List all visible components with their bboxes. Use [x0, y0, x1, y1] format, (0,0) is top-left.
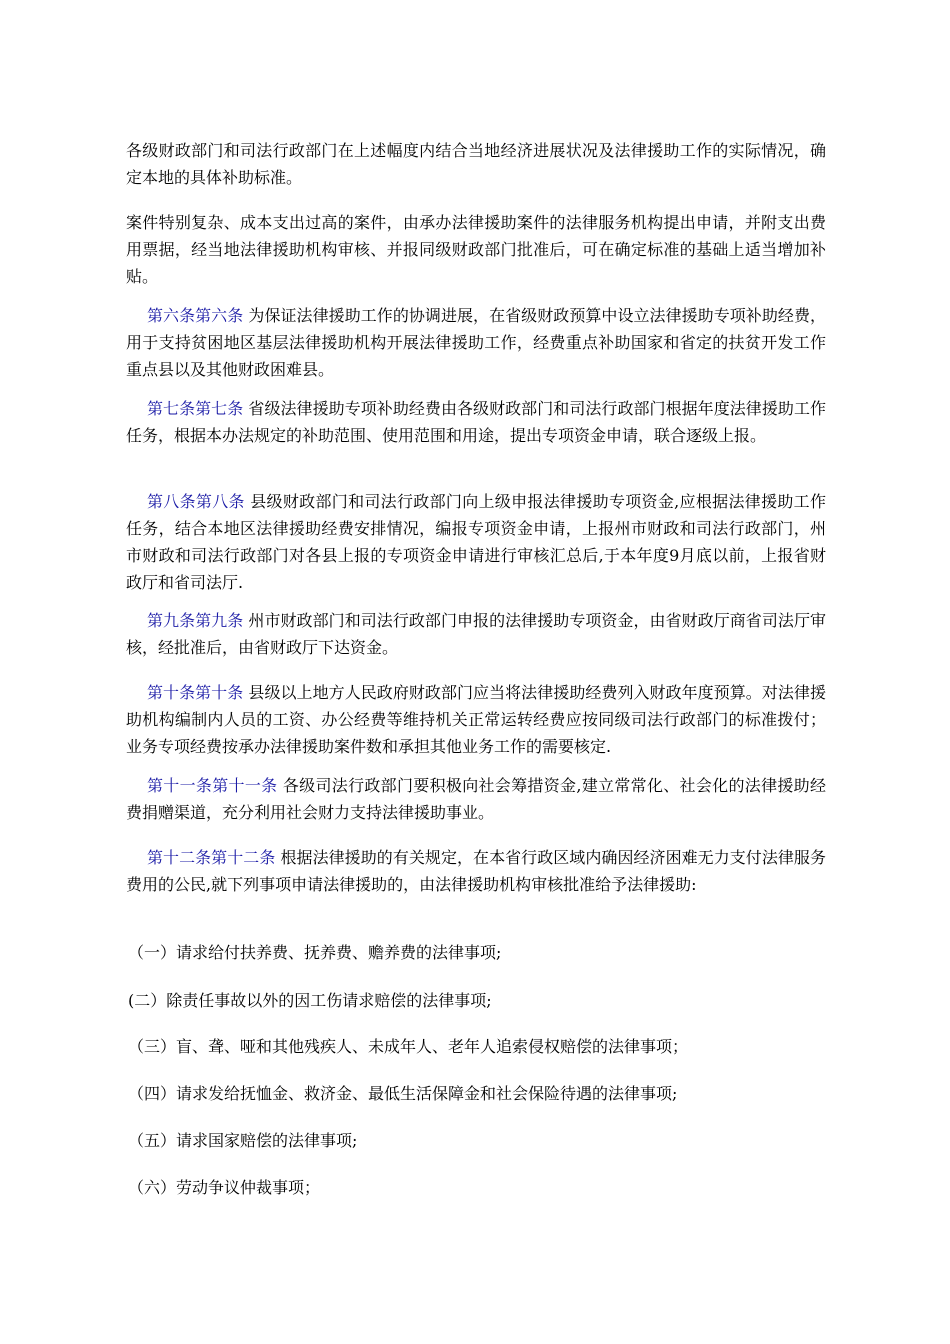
paragraph-subsidy-standard — [126, 137, 826, 191]
article-10-text: 县级以上地方人民政府财政部门应当将法律援助经费列入财政年度预算。对法律援助机构编制内人员的工资、办公经费等维持机关正常运转经费应按同级司法行政部门的标准拨付；业务专项经费按承办法律援助案件数和承担其他业务工作的需要核定. — [126, 683, 826, 756]
article-11-ref[interactable]: 第十一条第十一条 — [147, 776, 278, 795]
article-9 — [126, 607, 826, 661]
article-8-ref[interactable]: 第八条第八条 — [147, 492, 245, 511]
list-item: (二）除责任事故以外的因工伤请求赔偿的法律事项; — [128, 991, 492, 1010]
article-12-text: 根据法律援助的有关规定，在本省行政区域内确因经济困难无力支付法律服务费用的公民,就下列事项申请法律援助的，由法律援助机构审核批准给予法律援助: — [126, 848, 826, 894]
article-8-text: 县级财政部门和司法行政部门向上级申报法律援助专项资金,应根据法律援助工作任务，结合本地区法律援助经费安排情况，编报专项资金申请，上报州市财政和司法行政部门，州市财政和司法行政部门对各县上报的专项资金申请进行审核汇总后,于本年度9月底以前，上报省财政厅和省司法厅. — [126, 492, 826, 592]
list-item: （六）劳动争议仲裁事项； — [128, 1178, 321, 1197]
list-item: （五）请求国家赔偿的法律事项; — [128, 1131, 358, 1150]
list-item: （三）盲、聋、哑和其他残疾人、未成年人、老年人追索侵权赔偿的法律事项； — [128, 1037, 689, 1056]
article-8 — [126, 488, 826, 596]
paragraph-text: 案件特别复杂、成本支出过高的案件，由承办法律援助案件的法律服务机构提出申请，并附支出费用票据，经当地法律援助机构审核、并报同级财政部门批准后，可在确定标准的基础上适当增加补贴。 — [126, 213, 826, 286]
article-6-text: 为保证法律援助工作的协调进展，在省级财政预算中设立法律援助专项补助经费，用于支持贫困地区基层法律援助机构开展法律援助工作，经费重点补助国家和省定的扶贫开发工作重点县以及其他财政困难县。 — [126, 306, 826, 379]
list-item: （一）请求给付扶养费、抚养费、赡养费的法律事项; — [128, 943, 502, 962]
article-6 — [126, 302, 826, 383]
article-11 — [126, 772, 826, 826]
article-12-ref[interactable]: 第十二条第十二条 — [147, 848, 276, 867]
article-7-ref[interactable]: 第七条第七条 — [147, 399, 244, 418]
article-11-text: 各级司法行政部门要积极向社会筹措资金,建立常常化、社会化的法律援助经费捐赠渠道，充分利用社会财力支持法律援助事业。 — [126, 776, 826, 822]
article-7 — [126, 395, 826, 449]
list-item: （四）请求发给抚恤金、救济金、最低生活保障金和社会保险待遇的法律事项; — [128, 1084, 678, 1103]
paragraph-text: 各级财政部门和司法行政部门在上述幅度内结合当地经济进展状况及法律援助工作的实际情况，确定本地的具体补助标准。 — [126, 141, 826, 187]
article-7-text: 省级法律援助专项补助经费由各级财政部门和司法行政部门根据年度法律援助工作任务，根据本办法规定的补助范围、使用范围和用途，提出专项资金申请，联合逐级上报。 — [126, 399, 826, 445]
article-6-ref[interactable]: 第六条第六条 — [147, 306, 244, 325]
article-9-text: 州市财政部门和司法行政部门申报的法律援助专项资金，由省财政厅商省司法厅审核，经批准后，由省财政厅下达资金。 — [126, 611, 826, 657]
paragraph-complex-cases — [126, 209, 826, 290]
article-10 — [126, 679, 826, 760]
article-9-ref[interactable]: 第九条第九条 — [147, 611, 244, 630]
article-10-ref[interactable]: 第十条第十条 — [147, 683, 244, 702]
article-12 — [126, 844, 826, 898]
